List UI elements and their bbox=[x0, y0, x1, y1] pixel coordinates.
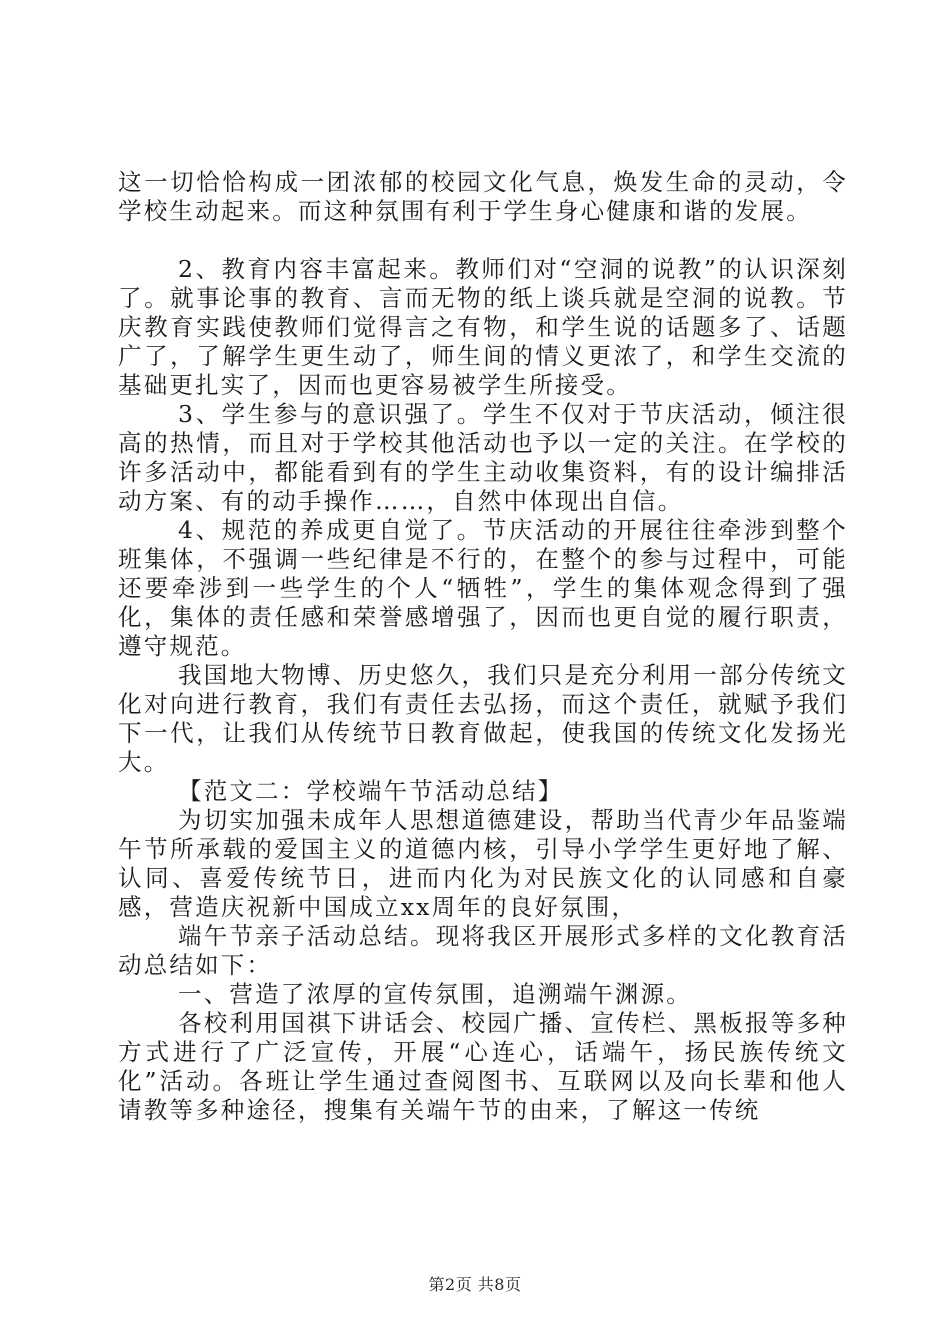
paragraph-summary-lead: 端午节亲子活动总结。现将我区开展形式多样的文化教育活动总结如下： bbox=[118, 922, 848, 979]
page-number-footer: 第2页 共8页 bbox=[428, 1275, 522, 1294]
paragraph-continuation: 这一切恰恰构成一团浓郁的校园文化气息，焕发生命的灵动，令学校生动起来。而这种氛围有利于学生身心健康和谐的发展。 bbox=[118, 168, 848, 225]
subheading-one: 一、营造了浓厚的宣传氛围，追溯端午渊源。 bbox=[178, 980, 692, 1008]
paragraph-conclusion: 我国地大物博、历史悠久，我们只是充分利用一部分传统文化对向进行教育，我们有责任去弘扬，而这个责任，就赋予我们下一代，让我们从传统节日教育做起，使我国的传统文化发扬光大。 bbox=[118, 661, 848, 776]
paragraph-intro: 为切实加强未成年人思想道德建设，帮助当代青少年品鉴端午节所承载的爱国主义的道德内核，引导小学学生更好地了解、认同、喜爱传统节日，进而内化为对民族文化的认同感和自豪感，营造庆祝新中国成立xx周年的良好氛围， bbox=[118, 806, 848, 921]
paragraph-point-4: 4、规范的养成更自觉了。节庆活动的开展往往牵涉到整个班集体，不强调一些纪律是不行的，在整个的参与过程中，可能还要牵涉到一些学生的个人“牺牲”，学生的集体观念得到了强化，集体的责任感和荣誉感增强了，因而也更自觉的履行职责，遵守规范。 bbox=[118, 516, 848, 660]
document-body bbox=[118, 168, 848, 1125]
section-heading-sample-two: 【范文二：学校端午节活动总结】 bbox=[178, 777, 564, 805]
paragraph-point-2: 2、教育内容丰富起来。教师们对“空洞的说教”的认识深刻了。就事论事的教育、言而无物的纸上谈兵就是空洞的说教。节庆教育实践使教师们觉得言之有物，和学生说的话题多了、话题广了，了解学生更生动了，师生间的情义更浓了，和学生交流的基础更扎实了，因而也更容易被学生所接受。 bbox=[118, 255, 848, 399]
paragraph-point-3: 3、学生参与的意识强了。学生不仅对于节庆活动，倾注很高的热情，而且对于学校其他活动也予以一定的关注。在学校的许多活动中，都能看到有的学生主动收集资料，有的设计编排活动方案、有的动手操作……，自然中体现出自信。 bbox=[118, 400, 848, 515]
paragraph-publicity: 各校利用国祺下讲话会、校园广播、宣传栏、黑板报等多种方式进行了广泛宣传，开展“心连心，话端午，扬民族传统文化”活动。各班让学生通过查阅图书、互联网以及向长辈和他人请教等多种途径，搜集有关端午节的由来，了解这一传统 bbox=[118, 1009, 848, 1124]
